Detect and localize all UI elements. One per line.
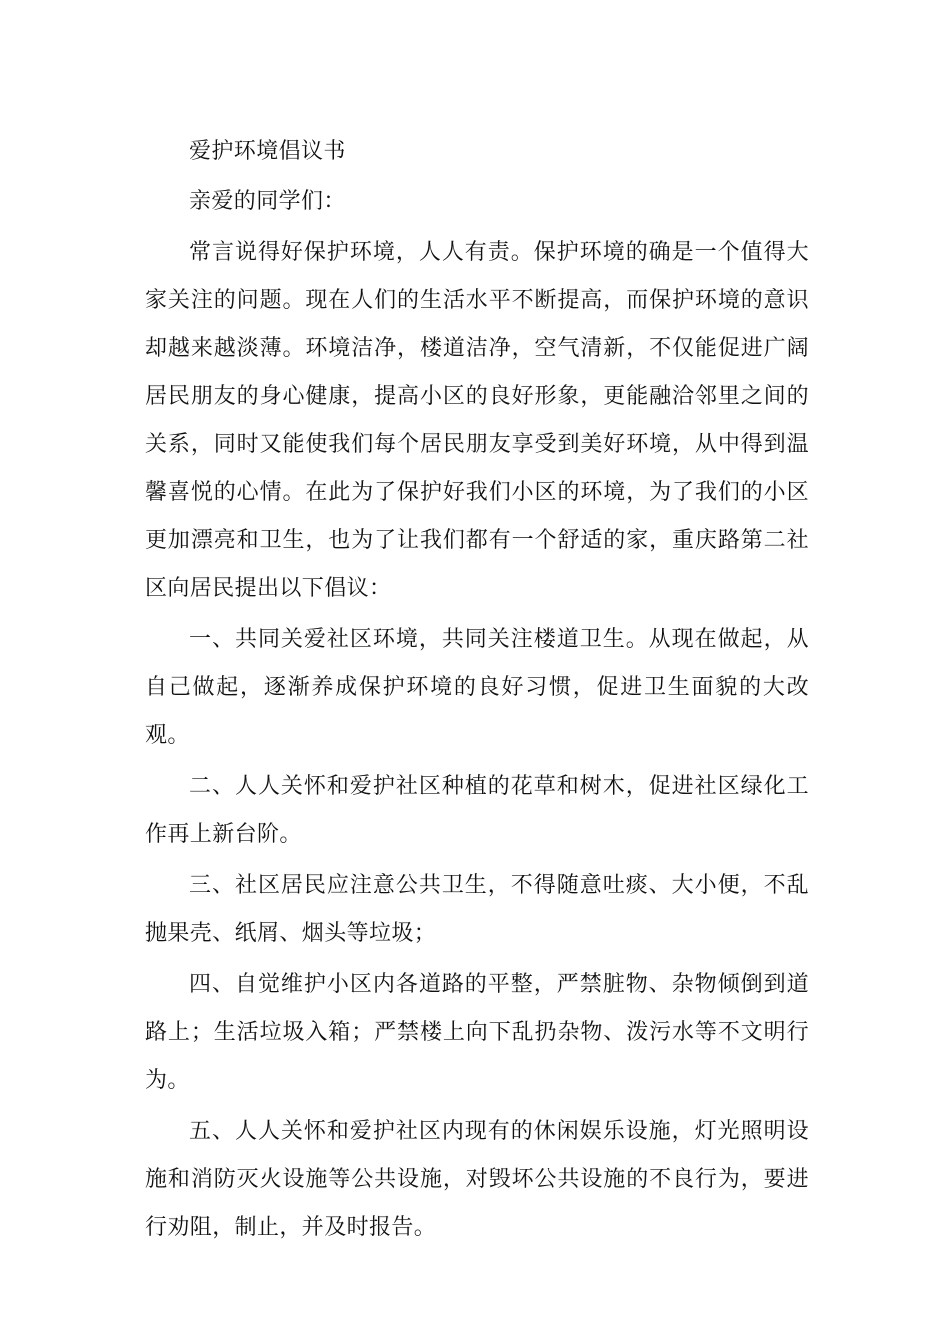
paragraph-item-5: 五、人人关怀和爱护社区内现有的休闲娱乐设施，灯光照明设施和消防灭火设施等公共设施，对毁坏公共设施的不良行为，要进行劝阻，制止，并及时报告。 bbox=[145, 1119, 809, 1240]
paragraph-item-4: 四、自觉维护小区内各道路的平整，严禁脏物、杂物倾倒到道路上；生活垃圾入箱；严禁楼上向下乱扔杂物、泼污水等不文明行为。 bbox=[145, 972, 809, 1093]
paragraph-item-3: 三、社区居民应注意公共卫生，不得随意吐痰、大小便，不乱抛果壳、纸屑、烟头等垃圾； bbox=[145, 873, 809, 946]
paragraph-item-1: 一、共同关爱社区环境，共同关注楼道卫生。从现在做起，从自己做起，逐渐养成保护环境的良好习惯，促进卫生面貌的大改观。 bbox=[145, 627, 809, 748]
paragraph-item-2: 二、人人关怀和爱护社区种植的花草和树木，促进社区绿化工作再上新台阶。 bbox=[145, 774, 809, 847]
document-body bbox=[145, 128, 809, 1255]
paragraph-intro: 常言说得好保护环境，人人有责。保护环境的确是一个值得大家关注的问题。现在人们的生活水平不断提高，而保护环境的意识却越来越淡薄。环境洁净，楼道洁净，空气清新，不仅能促进广阔居民朋友的身心健康，提高小区的良好形象，更能融洽邻里之间的关系，同时又能使我们每个居民朋友享受到美好环境，从中得到温馨喜悦的心情。在此为了保护好我们小区的环境，为了我们的小区更加漂亮和卫生，也为了让我们都有一个舒适的家，重庆路第二社区向居民提出以下倡议： bbox=[145, 240, 809, 601]
document-title: 爱护环境倡议书 bbox=[189, 139, 346, 164]
salutation: 亲爱的同学们： bbox=[189, 189, 346, 214]
